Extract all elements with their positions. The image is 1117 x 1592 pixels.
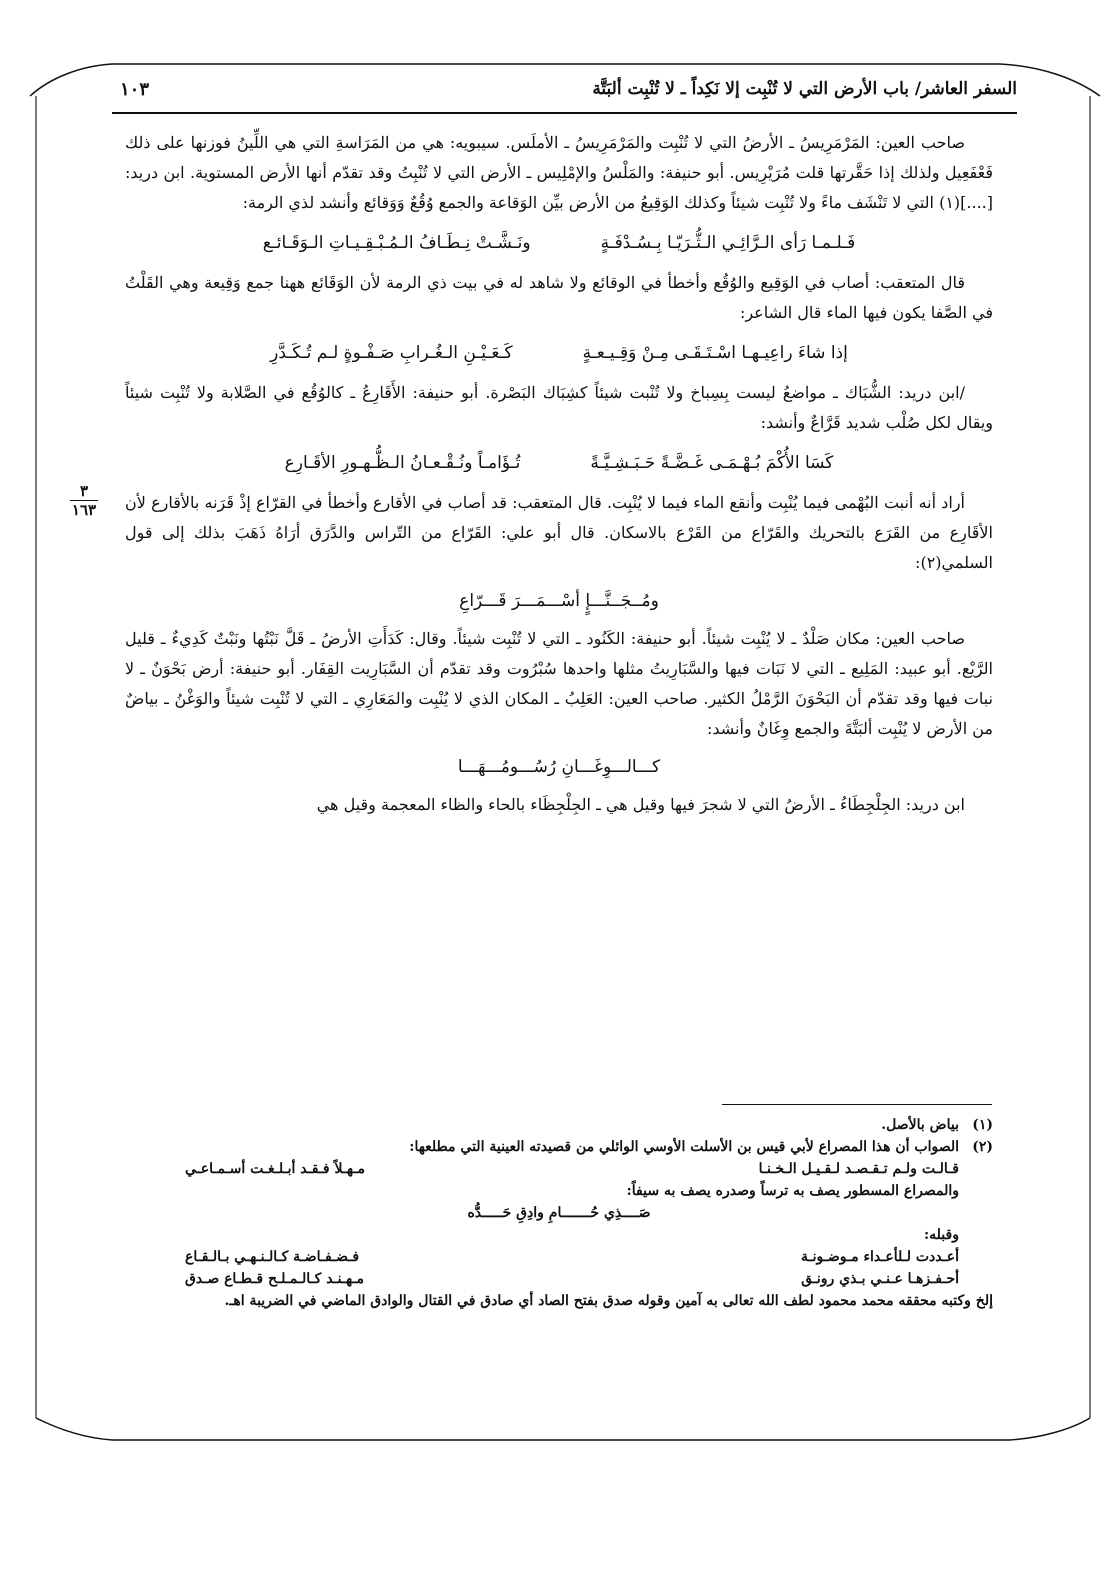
main-text xyxy=(125,128,993,820)
footnote-verse-2: صَــــذِي حُـــــــامِ وادِقِ حَـــــدُّه xyxy=(467,1205,651,1221)
verse-3 xyxy=(125,446,993,480)
verse-3-first-hemistich: كَسَا الأُكْمَ بُـهْـمَـى غَـضَّـةً حَـبَـشِـيَّـةً xyxy=(590,453,834,473)
verse-2-first-hemistich: إذا شاءَ راعِيـهـا اسْـتَـقَـى مِـنْ وَقِـيـعـةٍ xyxy=(582,343,848,363)
running-title: السفر العاشر/ باب الأرض التي لا تُنْبِت إلا نَكِداً ـ لا تُنْبِت ألبَتَّة xyxy=(592,79,1017,99)
footnote-verse-4-second: مـهـنـد كـالـمـلـح قـطـاع صـدق xyxy=(185,1271,365,1287)
header-rule xyxy=(112,112,1017,114)
footnote-2-number: (٢) xyxy=(972,1139,993,1155)
verse-2 xyxy=(125,336,993,370)
paragraph-3: /ابن دريد: الشُّبَاك ـ مواضعُ ليست بِسِباخ ولا تُنْبت شيئاً كشِبَاك البَصْرة. أبو حنيفة: الأَقَارِعُ ـ كالوُقُع في الصَّلابة ولا تُنْبِت شيئاً ويقال لكل صُلْب شديد قَرَّاعٌ وأنشد: xyxy=(125,383,993,432)
verse-5: كـــالـــوِغَـــانِ رُسُـــومُـــهَـــا xyxy=(457,757,661,777)
footnote-verse-1 xyxy=(125,1158,993,1180)
verse-1-first-hemistich: فَـلـمـا رَأى الـرَّائِـي الـثُّـرَيّـا بِـسُـدْفَـةٍ xyxy=(600,233,856,253)
footnote-1-number: (١) xyxy=(972,1117,993,1133)
paragraph-6: ابن دريد: الجِلْجِطَاءُ ـ الأرضُ التي لا شجرَ فيها وقيل هي ـ الجِلْجِظَاء بالحاء والظاء المعجمة وقيل هي xyxy=(316,795,965,814)
footnote-verse-3-second: فـضـفـاضـة كـالـنـهـي بـالـقـاع xyxy=(185,1249,360,1265)
footnote-verse-1-first: قـالـت ولـم تـقـصـد لـقـيـل الـخـنـا xyxy=(758,1161,959,1177)
verse-4: ومُــجَــنَّـــإٍ أسْـــمَـــرَ قَـــرّاعِ xyxy=(459,591,659,611)
verse-3-second-hemistich: تُـؤَامـاً ونُـقْـعـانُ الـظُّـهـورِ الأقَـارِع xyxy=(284,453,521,473)
footnote-verse-4 xyxy=(125,1268,993,1290)
verse-1-second-hemistich: ونَـشَّـتْ نِـطَـافُ الـمُـبْـقِـيـاتِ الـوَقَـائـع xyxy=(262,233,531,253)
page-number: ١٠٣ xyxy=(120,78,150,100)
footnote-2-closing: إلخ وكتبه محققه محمد محمود لطف الله تعالى به آمين وقوله صدق بفتح الصاد أي صادق في القتال والوادق الماضي في الضريبة اهـ. xyxy=(224,1293,993,1309)
footnote-1 xyxy=(125,1114,993,1136)
footnote-verse-1-second: مـهـلاً فـقـد أبـلـغـت أسـمـاعـي xyxy=(185,1161,365,1177)
footnote-verse-4-first: أحـفـزهـا عـنـي بـذي رونـق xyxy=(801,1271,959,1287)
footnote-2 xyxy=(125,1136,993,1158)
footnote-1-text: بياض بالأصل. xyxy=(881,1117,959,1133)
footnote-2-before-label: وقبله: xyxy=(924,1227,959,1243)
footnote-2-text: الصواب أن هذا المصراع لأبي قيس بن الأسلت الأوسي الوائلي من قصيدته العينية التي مطلعها: xyxy=(409,1139,959,1155)
paragraph-5: صاحب العين: مكان صَلْدٌ ـ لا يُنْبِت شيئاً. أبو حنيفة: الكَنُود ـ التي لا تُنْبِت شيئاً. وقال: كَدَأَتِ الأرضُ ـ قَلَّ نَبْتُها ونَبْتٌ كَدِيءٌ ـ قليل الرَّيْع. أبو عبيد: المَلِيع ـ التي لا نَبَات فيها والسَّبَارِيتُ مثلها واحدها سُبْرُوت وقد تقدّم أن السَّبَارِيت القِفَار. أبو حنيفة: أرض بَحْوَنٌ ـ لا نبات فيها وقد تقدّم أن البَحْوَنَ الرَّمْلُ الكثير. صاحب العين: العَلِبُ ـ المكان الذي لا يُنْبِت والمَعَارِي ـ التي لا تُنْبِت شيئاً والوَغْنُ ـ بياضٌ من الأرض لا يُنْبِت ألبَتَّةَ والجمع وِغَانٌ وأنشد: xyxy=(125,629,994,738)
verse-1 xyxy=(125,226,993,260)
paragraph-2: قال المتعقب: أصاب في الوَقِيع والوُقُع وأخطأ في الوقائع ولا شاهد له في بيت ذي الرمة لأن الوَقَائع ههنا جمع وَقِيعة وهي القَلْتُ في الصَّفا يكون فيها الماء قال الشاعر: xyxy=(125,273,993,322)
footnote-rule xyxy=(722,1104,992,1105)
paragraph-4: أراد أنه أنبت البُهْمى فيما يُنْبِت وأنقع الماء فيما لا يُنْبِت. قال المتعقب: قد أصاب في الأقارع وأخطأ في القرّاع إذْ قَرَنه بالأقارع لأن الأقَارِع من القَرَع بالتحريك والقَرّاع من القَرْع بالاسكان. قال أبو علي: القَرّاع من التّراس والدَّرَق أرَاهُ ذَهَبَ بذلك إلى قول السلمي(٢): xyxy=(125,493,993,572)
footnote-2-continuation: والمصراع المسطور يصف به ترساً وصدره يصف به سيفاً: xyxy=(626,1183,959,1199)
margin-ref-volume: ٣ xyxy=(79,482,89,500)
footnote-verse-3 xyxy=(125,1246,993,1268)
margin-ref-page: ١٦٣ xyxy=(71,501,97,519)
margin-page-reference xyxy=(64,482,104,519)
page-header xyxy=(120,68,1017,110)
paragraph-1: صاحب العين: المَرْمَرِيسُ ـ الأرضُ التي لا تُنْبِت والمَرْمَرِيسُ ـ الأملَس. سيبويه: هي من المَرَاسةِ التي هي اللِّينُ فوزنها على ذلك فَعْفَعِيل ولذلك إذا حَقَّرتها قلت مُرَيْرِيس. أبو حنيفة: والمَلْسُ والإمْلِيس ـ الأرض التي لا تُنْبِتُ وقد تقدّم أنها الأرض المستوية. ابن دريد: [....](١) التي لا تَنْشَف ماءً ولا تُنْبِت شيئاً وكذلك الوَقِيعُ من الأرض بيِّن الوَقاعة والجمع وُقُعٌ وَوَقائع وأنشد لذي الرمة: xyxy=(125,133,993,212)
footnotes xyxy=(125,1114,993,1312)
verse-2-second-hemistich: كَـعَـيْـنِ الـغُـرابِ صَـفْـوةٍ لـم تُـكَـدَّرِ xyxy=(270,343,513,363)
footnote-verse-3-first: أعـددت لـلأعـداء مـوضـونـة xyxy=(801,1249,959,1265)
